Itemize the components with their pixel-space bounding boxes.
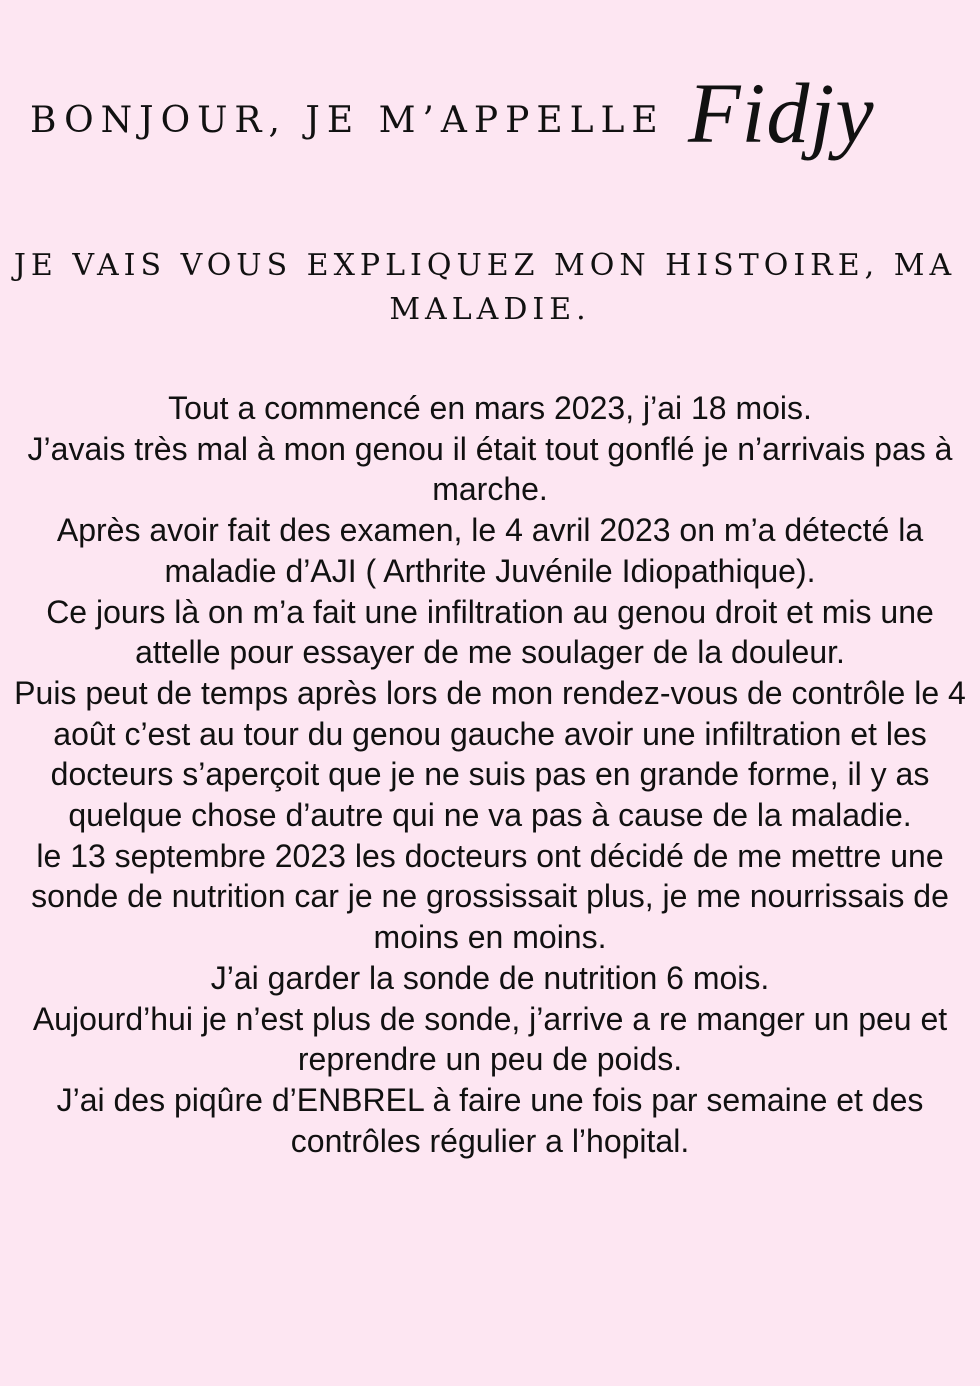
subtitle-line-1: JE VAIS VOUS EXPLIQUEZ MON HISTOIRE, MA [13,248,957,283]
story-paragraph: Tout a commencé en mars 2023, j’ai 18 mois. [168,390,812,426]
story-paragraph: J’ai des piqûre d’ENBREL à faire une fois par semaine et des contrôles régulier a l’hopital. [56,1081,924,1159]
story-paragraph: Aujourd’hui je n’est plus de sonde, j’arrive a re manger un peu et reprendre un peu de poids. [32,1000,948,1078]
header [0,65,980,190]
story-paragraph: Après avoir fait des examen, le 4 avril 2023 on m’a détecté la maladie d’AJI ( Arthrite Juvénile Idiopathique). [56,512,924,589]
story-paragraph: le 13 septembre 2023 les docteurs ont décidé de me mettre une sonde de nutrition car je ne grossissait plus, je me nourrissais de moins en moins. [31,837,949,956]
story-paragraph: J’ai garder la sonde de nutrition 6 mois. [210,959,770,996]
story-paragraph: Puis peut de temps après lors de mon rendez-vous de contrôle le 4 août c’est au tour du genou gauche avoir une infiltration et les docteurs s’aperçoit que je ne suis pas en grande forme, il y as quelque chose d’autre qui ne va pas à cause de la maladie. [14,674,966,834]
name-title: Fidjy [688,65,875,161]
story-paragraph: Ce jours là on m’a fait une infiltration au genou droit et mis une attelle pour essayer de me soulager de la douleur. [46,593,934,671]
subtitle-line-2: MALADIE. [389,292,591,327]
story-text [0,388,980,1161]
story-paragraph: J’avais très mal à mon genou il était tout gonflé je n’arrivais pas à marche. [27,430,953,508]
subtitle [0,244,980,332]
greeting-heading: BONJOUR, JE M’APPELLE [30,100,665,141]
